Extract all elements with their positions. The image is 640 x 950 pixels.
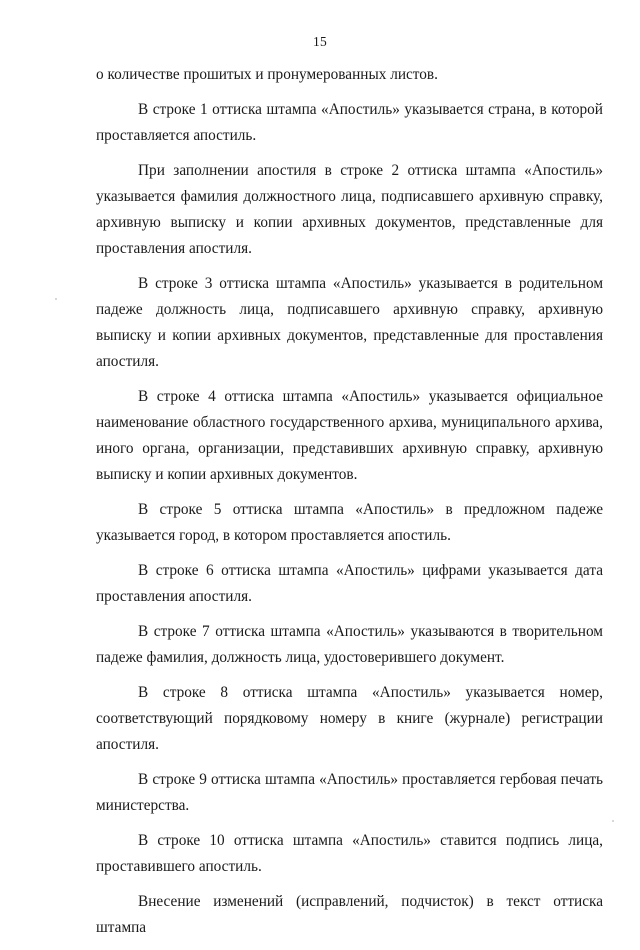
paragraph-line-7: В строке 7 оттиска штампа «Апостиль» указываются в творительном падеже фамилия, должность лица, удостоверившего документ. (96, 623, 603, 666)
paragraph-line-8: В строке 8 оттиска штампа «Апостиль» указывается номер, соответствующий порядковому номеру в книге (журнале) регистрации апостиля. (96, 684, 603, 753)
paragraph-line-9: В строке 9 оттиска штампа «Апостиль» проставляется гербовая печать министерства. (96, 771, 603, 814)
scan-speck-left (55, 298, 57, 300)
paragraph-line-3: В строке 3 оттиска штампа «Апостиль» указывается в родительном падеже должность лица, подписавшего архивную справку, архивную выписку и копии архивных документов, представленные для проставления апостиля. (96, 275, 603, 370)
scan-speck-right (612, 820, 614, 822)
paragraph-line-10: В строке 10 оттиска штампа «Апостиль» ставится подпись лица, проставившего апостиль. (96, 832, 603, 875)
document-body (96, 62, 603, 950)
page-number: 15 (313, 34, 327, 49)
paragraph-line-5: В строке 5 оттиска штампа «Апостиль» в предложном падеже указывается город, в котором проставляется апостиль. (96, 501, 603, 544)
paragraph-line-1: В строке 1 оттиска штампа «Апостиль» указывается страна, в которой проставляется апостиль. (96, 101, 603, 144)
paragraph-line-4: В строке 4 оттиска штампа «Апостиль» указывается официальное наименование областного государственного архива, муниципального архива, иного органа, организации, представивших архивную справку, архивную выписку и копии архивных документов. (96, 388, 603, 483)
paragraph-line-6: В строке 6 оттиска штампа «Апостиль» цифрами указывается дата проставления апостиля. (96, 562, 603, 605)
paragraph-line-2: При заполнении апостиля в строке 2 оттиска штампа «Апостиль» указывается фамилия должностного лица, подписавшего архивную справку, архивную выписку и копии архивных документов, представленные для проставления апостиля. (96, 162, 603, 257)
paragraph-amendments: Внесение изменений (исправлений, подчисток) в текст оттиска штампа (96, 893, 603, 936)
paragraph-continuation: о количестве прошитых и пронумерованных листов. (96, 66, 438, 83)
